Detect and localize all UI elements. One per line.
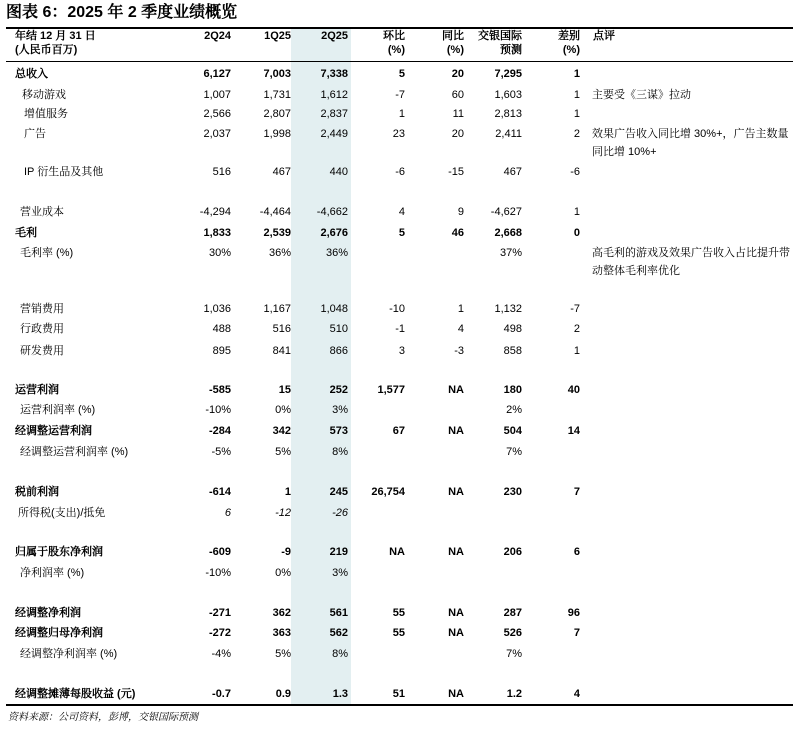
header-2q25: 2Q25 xyxy=(321,30,348,42)
cell-est: 180 xyxy=(503,384,522,396)
cell-q125: 0% xyxy=(275,567,291,579)
cell-diff: 1 xyxy=(573,68,580,80)
cell-yoy: 11 xyxy=(452,108,464,120)
cell-q224: -272 xyxy=(208,627,231,639)
cell-q224: 30% xyxy=(208,247,231,259)
cell-q125: 5% xyxy=(275,648,291,660)
cell-est: 2,668 xyxy=(494,227,522,239)
row-label: 经调整摊薄每股收益 (元) xyxy=(15,688,136,700)
cell-q224: 1,007 xyxy=(203,89,231,101)
top-rule xyxy=(6,27,793,29)
cell-q225: 510 xyxy=(329,323,348,335)
cell-q125: 1,731 xyxy=(263,89,291,101)
cell-diff: 6 xyxy=(573,546,580,558)
cell-est: -4,627 xyxy=(490,206,522,218)
cell-q224: -284 xyxy=(208,425,231,437)
cell-q224: -10% xyxy=(205,567,231,579)
cell-q225: 36% xyxy=(325,247,348,259)
cell-q225: -4,662 xyxy=(316,206,348,218)
cell-q125: -4,464 xyxy=(259,206,291,218)
cell-q224: -271 xyxy=(208,607,231,619)
row-label: 净利润率 (%) xyxy=(20,567,85,579)
cell-q224: 6,127 xyxy=(203,68,231,80)
cell-q225: 3% xyxy=(332,404,348,416)
header-diff: 差别 xyxy=(558,30,580,42)
cell-qoq: NA xyxy=(389,546,405,558)
cell-diff: 1 xyxy=(573,108,580,120)
cell-est: 1,603 xyxy=(494,89,522,101)
row-label: 营销费用 xyxy=(20,303,64,315)
cell-q125: -9 xyxy=(281,546,291,558)
cell-est: 230 xyxy=(503,486,522,498)
cell-q224: 1,036 xyxy=(203,303,231,315)
header-2q24: 2Q24 xyxy=(204,30,231,42)
cell-diff: 2 xyxy=(573,128,580,140)
row-label: 行政费用 xyxy=(20,323,64,335)
cell-q225: 1.3 xyxy=(332,688,348,700)
cell-est: 504 xyxy=(503,425,522,437)
cell-est: 498 xyxy=(503,323,522,335)
cell-est: 1,132 xyxy=(494,303,522,315)
cell-qoq: 1,577 xyxy=(377,384,405,396)
cell-qoq: -10 xyxy=(389,303,405,315)
cell-q224: 2,037 xyxy=(203,128,231,140)
cell-diff: 14 xyxy=(567,425,580,437)
row-label: 研发费用 xyxy=(20,345,64,357)
row-label: IP 衍生品及其他 xyxy=(24,166,104,178)
cell-q225: 252 xyxy=(329,384,348,396)
cell-yoy: NA xyxy=(448,688,464,700)
cell-q225: 8% xyxy=(332,446,348,458)
cell-qoq: -1 xyxy=(395,323,405,335)
cell-est: 37% xyxy=(499,247,522,259)
row-label: 所得税(支出)/抵免 xyxy=(18,507,106,519)
cell-qoq: 3 xyxy=(398,345,405,357)
cell-q224: 895 xyxy=(212,345,231,357)
row-label: 经调整归母净利润 xyxy=(15,627,103,639)
cell-q225: 7,338 xyxy=(320,68,348,80)
cell-q224: 488 xyxy=(212,323,231,335)
cell-yoy: 9 xyxy=(457,206,464,218)
cell-diff: -7 xyxy=(570,303,580,315)
cell-yoy: 20 xyxy=(451,68,464,80)
cell-q224: -0.7 xyxy=(212,688,231,700)
row-label: 广告 xyxy=(24,128,46,140)
cell-diff: 0 xyxy=(573,227,580,239)
cell-q224: -4,294 xyxy=(199,206,231,218)
row-label: 毛利率 (%) xyxy=(20,247,74,259)
source-note: 资料来源：公司资料，彭博，交银国际预测 xyxy=(8,712,198,723)
cell-q225: 2,676 xyxy=(320,227,348,239)
cell-q125: 36% xyxy=(268,247,291,259)
cell-q125: 516 xyxy=(272,323,291,335)
cell-q224: -10% xyxy=(205,404,231,416)
bottom-rule xyxy=(6,704,793,706)
cell-diff: 40 xyxy=(567,384,580,396)
cell-q224: 516 xyxy=(212,166,231,178)
cell-est: 2% xyxy=(506,404,522,416)
cell-q224: -585 xyxy=(208,384,231,396)
cell-q225: 2,837 xyxy=(320,108,348,120)
cell-q125: -12 xyxy=(275,507,291,519)
row-comment: 高毛利的游戏及效果广告收入占比提升带动整体毛利率优化 xyxy=(592,247,790,277)
row-label: 税前利润 xyxy=(15,486,59,498)
cell-qoq: 55 xyxy=(392,607,405,619)
cell-q225: 3% xyxy=(332,567,348,579)
row-label: 经调整运营利润 xyxy=(15,425,92,437)
row-label: 运营利润率 (%) xyxy=(20,404,96,416)
cell-est: 467 xyxy=(503,166,522,178)
cell-q125: 362 xyxy=(272,607,291,619)
cell-q125: 2,807 xyxy=(263,108,291,120)
cell-q225: 562 xyxy=(329,627,348,639)
cell-diff: 2 xyxy=(573,323,580,335)
cell-diff: 7 xyxy=(573,627,580,639)
cell-est: 7% xyxy=(506,648,522,660)
header-label-line2: (人民币百万) xyxy=(15,44,78,56)
row-label: 营业成本 xyxy=(20,206,64,218)
cell-yoy: 4 xyxy=(457,323,464,335)
cell-q225: -26 xyxy=(332,507,348,519)
cell-q125: 15 xyxy=(278,384,291,396)
cell-q125: 0.9 xyxy=(275,688,291,700)
row-label: 运营利润 xyxy=(15,384,59,396)
cell-q224: -614 xyxy=(208,486,231,498)
row-label: 移动游戏 xyxy=(22,89,66,101)
cell-q225: 866 xyxy=(329,345,348,357)
header-yoy-unit: (%) xyxy=(446,44,464,56)
cell-diff: 7 xyxy=(573,486,580,498)
header-label-line1: 年结 12 月 31 日 xyxy=(15,30,96,42)
cell-qoq: 5 xyxy=(398,68,405,80)
cell-yoy: NA xyxy=(448,607,464,619)
cell-est: 2,813 xyxy=(494,108,522,120)
row-label: 经调整净利润 xyxy=(15,607,81,619)
cell-diff: 1 xyxy=(573,89,580,101)
cell-q225: 2,449 xyxy=(320,128,348,140)
header-qoq: 环比 xyxy=(383,30,405,42)
cell-q125: 841 xyxy=(272,345,291,357)
row-label: 归属于股东净利润 xyxy=(15,546,103,558)
cell-q224: 1,833 xyxy=(203,227,231,239)
row-label: 增值服务 xyxy=(24,108,68,120)
cell-yoy: -15 xyxy=(448,166,464,178)
cell-est: 858 xyxy=(503,345,522,357)
header-diff-unit: (%) xyxy=(562,44,580,56)
cell-q224: -4% xyxy=(211,648,231,660)
header-rule xyxy=(6,61,793,62)
cell-q125: 1 xyxy=(284,486,291,498)
cell-q125: 342 xyxy=(272,425,291,437)
cell-est: 287 xyxy=(503,607,522,619)
cell-yoy: 1 xyxy=(457,303,464,315)
cell-est: 1.2 xyxy=(506,688,522,700)
row-label: 经调整运营利润率 (%) xyxy=(20,446,129,458)
cell-q225: 561 xyxy=(329,607,348,619)
page-title: 图表 6：2025 年 2 季度业绩概览 xyxy=(6,4,238,21)
cell-diff: 1 xyxy=(573,345,580,357)
row-comment: 主要受《三谋》拉动 xyxy=(592,89,691,101)
header-1q25: 1Q25 xyxy=(264,30,291,42)
cell-est: 7% xyxy=(506,446,522,458)
cell-q125: 467 xyxy=(272,166,291,178)
header-estimate: 交银国际 xyxy=(478,30,522,42)
cell-yoy: NA xyxy=(448,384,464,396)
cell-yoy: NA xyxy=(448,627,464,639)
cell-qoq: 23 xyxy=(392,128,405,140)
cell-q225: 440 xyxy=(329,166,348,178)
cell-q224: -5% xyxy=(211,446,231,458)
cell-q224: 6 xyxy=(224,507,231,519)
cell-diff: 1 xyxy=(573,206,580,218)
cell-diff: -6 xyxy=(570,166,580,178)
cell-yoy: NA xyxy=(448,486,464,498)
cell-q225: 1,048 xyxy=(320,303,348,315)
cell-qoq: 26,754 xyxy=(371,486,405,498)
row-comment: 效果广告收入同比增 30%+，广告主数量同比增 10%+ xyxy=(592,128,789,158)
cell-qoq: 51 xyxy=(392,688,405,700)
cell-q225: 8% xyxy=(332,648,348,660)
cell-yoy: 46 xyxy=(451,227,464,239)
row-label: 毛利 xyxy=(15,227,37,239)
row-label: 总收入 xyxy=(15,68,48,80)
cell-yoy: NA xyxy=(448,546,464,558)
cell-yoy: 20 xyxy=(451,128,464,140)
cell-q225: 1,612 xyxy=(320,89,348,101)
cell-q225: 245 xyxy=(329,486,348,498)
cell-qoq: 1 xyxy=(398,108,405,120)
cell-qoq: 4 xyxy=(398,206,405,218)
row-label: 经调整净利润率 (%) xyxy=(20,648,118,660)
cell-yoy: 60 xyxy=(451,89,464,101)
cell-q125: 7,003 xyxy=(263,68,291,80)
cell-qoq: 55 xyxy=(392,627,405,639)
cell-est: 7,295 xyxy=(494,68,522,80)
cell-diff: 4 xyxy=(573,688,580,700)
header-estimate-sub: 预测 xyxy=(500,44,522,56)
cell-qoq: -6 xyxy=(395,166,405,178)
cell-q125: 2,539 xyxy=(263,227,291,239)
cell-q224: -609 xyxy=(208,546,231,558)
cell-yoy: -3 xyxy=(454,345,464,357)
cell-qoq: -7 xyxy=(395,89,405,101)
cell-q224: 2,566 xyxy=(203,108,231,120)
cell-q125: 5% xyxy=(275,446,291,458)
cell-yoy: NA xyxy=(448,425,464,437)
cell-q225: 219 xyxy=(329,546,348,558)
cell-q125: 0% xyxy=(275,404,291,416)
cell-q125: 1,998 xyxy=(263,128,291,140)
cell-est: 526 xyxy=(503,627,522,639)
cell-est: 206 xyxy=(503,546,522,558)
cell-q125: 363 xyxy=(272,627,291,639)
header-yoy: 同比 xyxy=(442,30,464,42)
cell-est: 2,411 xyxy=(495,128,522,140)
cell-qoq: 67 xyxy=(392,425,405,437)
header-comment: 点评 xyxy=(593,30,615,42)
cell-qoq: 5 xyxy=(398,227,405,239)
header-qoq-unit: (%) xyxy=(387,44,405,56)
cell-diff: 96 xyxy=(567,607,580,619)
cell-q225: 573 xyxy=(329,425,348,437)
cell-q125: 1,167 xyxy=(263,303,291,315)
